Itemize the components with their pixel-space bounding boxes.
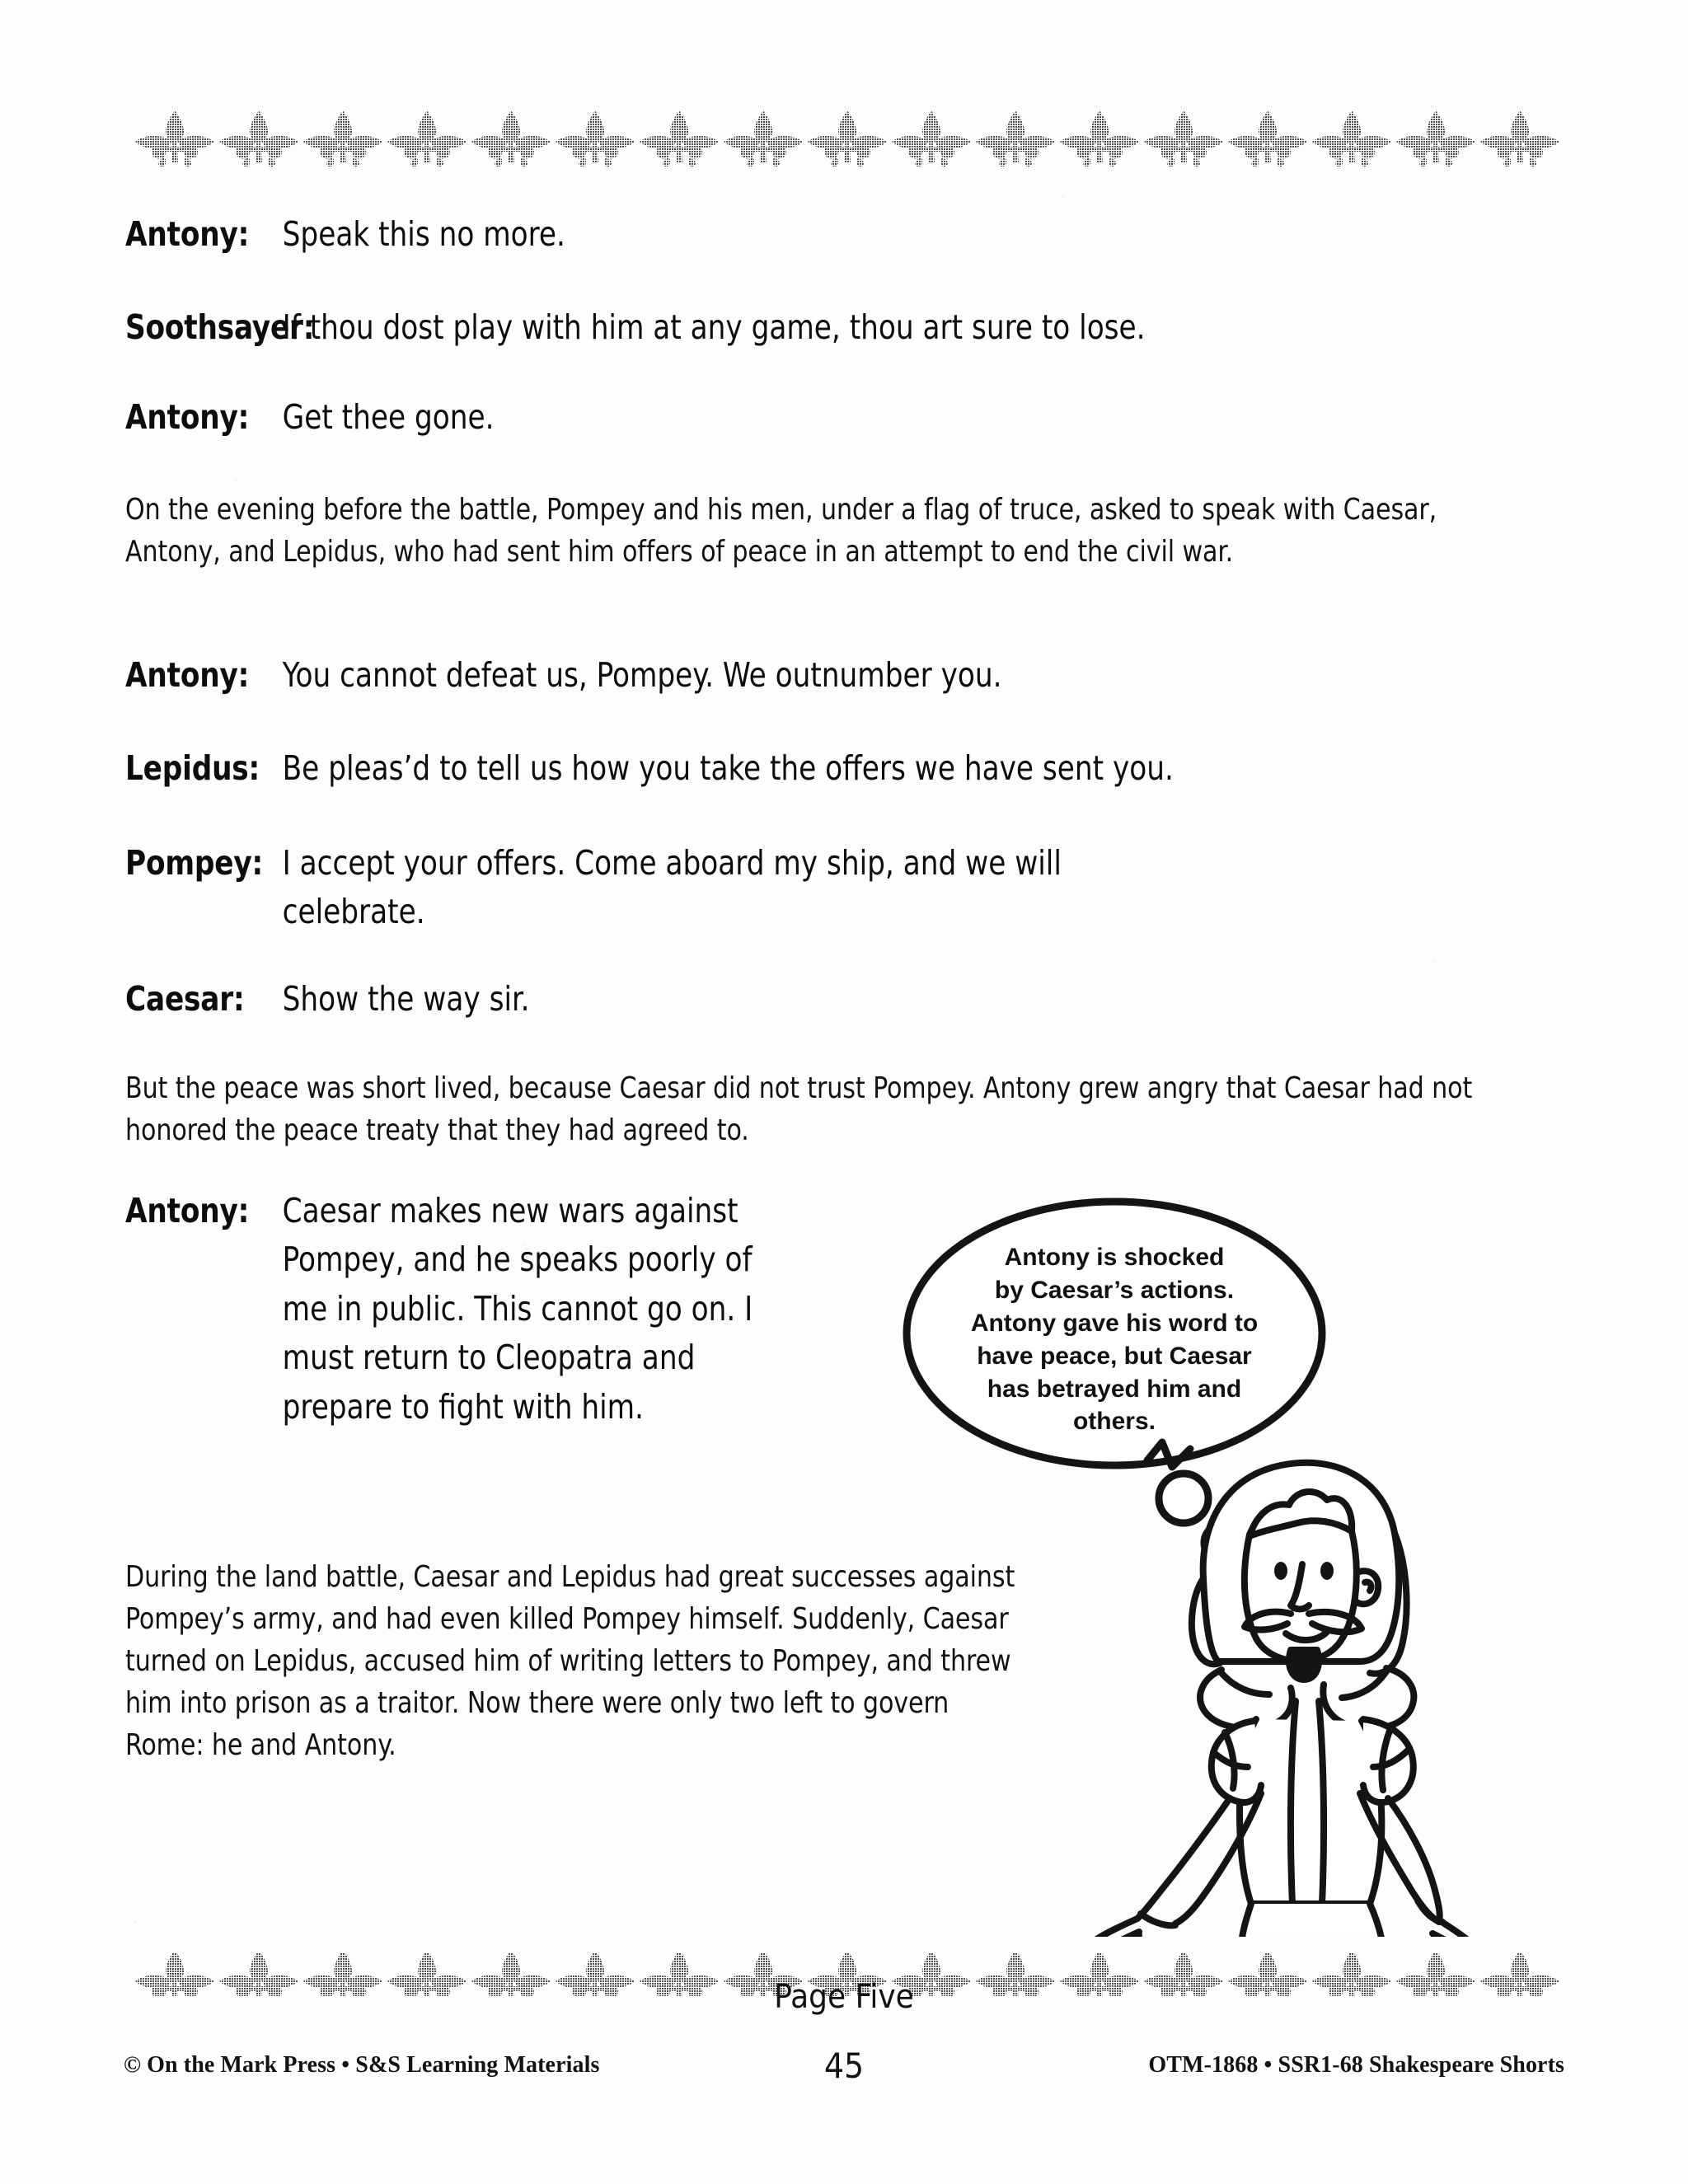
- thought-bubble-line: has betrayed him and: [987, 1375, 1242, 1403]
- speaker-text: Get thee gone.: [282, 397, 495, 437]
- shakespearean-man-figure-icon: [1080, 1426, 1517, 1937]
- page-number: 45: [823, 2046, 865, 2086]
- speaker-text: Speak this no more.: [282, 214, 565, 254]
- thought-bubble-text: [948, 1241, 1281, 1438]
- copyright-text: © On the Mark Press • S&S Learning Materials: [124, 2052, 600, 2078]
- speaker-name: Soothsayer:: [125, 307, 315, 347]
- speaker-text: Caesar makes new wars against Pompey, and he speaks poorly of me in public. This cannot go on. I must return to Cleopatra and prepare to fight with him.: [282, 1191, 753, 1427]
- narrative-paragraph: On the evening before the battle, Pompey and his men, under a flag of truce, asked to speak with Caesar, Antony, and Lepidus, who had sent him offers of peace in an attempt to end the civil war.: [125, 493, 1437, 569]
- speaker-name: Lepidus:: [125, 748, 260, 788]
- dialogue-line: [125, 975, 1475, 1024]
- thought-bubble-line: others.: [1072, 1408, 1156, 1436]
- speaker-text: I accept your offers. Come aboard my ship, and we will celebrate.: [282, 843, 1062, 932]
- footer-bar: [0, 2046, 1688, 2095]
- dialogue-line: [125, 210, 1475, 259]
- thought-bubble-line: Antony is shocked: [1004, 1244, 1225, 1271]
- thought-bubble-line: Antony gave his word to: [970, 1309, 1259, 1337]
- dialogue-line: [125, 744, 1475, 793]
- thought-bubble-line: have peace, but Caesar: [977, 1342, 1252, 1370]
- speaker-name: Caesar:: [125, 979, 245, 1019]
- product-code: OTM-1868 • SSR1-68 Shakespeare Shorts: [1148, 2052, 1564, 2078]
- dialogue-line: [125, 393, 1475, 442]
- speaker-name: Pompey:: [125, 843, 264, 883]
- speaker-name: Antony:: [125, 655, 250, 695]
- fleur-de-lis-border-icon: [132, 105, 1566, 170]
- dialogue-line: [125, 839, 1183, 937]
- thought-bubble-line: by Caesar’s actions.: [994, 1276, 1235, 1304]
- speaker-name: Antony:: [125, 1191, 250, 1230]
- speaker-name: Antony:: [125, 214, 250, 254]
- dialogue-line: [125, 651, 1475, 700]
- speaker-name: Antony:: [125, 397, 250, 437]
- narrative-paragraph: But the peace was short lived, because Caesar did not trust Pompey. Antony grew angry that Caesar had not honored the peace treaty that they had agreed to.: [125, 1071, 1473, 1148]
- page-label: Page Five: [774, 1978, 914, 2016]
- dialogue-line: [125, 303, 1475, 352]
- dialogue-line: [125, 1187, 781, 1432]
- speaker-text: You cannot defeat us, Pompey. We outnumber you.: [282, 655, 1002, 695]
- speaker-text: Show the way sir.: [282, 979, 530, 1019]
- narrative-paragraph: During the land battle, Caesar and Lepidus had great successes against Pompey’s army, and had even killed Pompey himself. Suddenly, Caesar turned on Lepidus, accused him of writing letters to Pompey, and threw him into prison as a traitor. Now there were only two left to govern Rome: he and Antony.: [125, 1560, 1015, 1763]
- speaker-text: Be pleas’d to tell us how you take the offers we have sent you.: [282, 748, 1174, 788]
- speaker-text: If thou dost play with him at any game, thou art sure to lose.: [282, 307, 1146, 347]
